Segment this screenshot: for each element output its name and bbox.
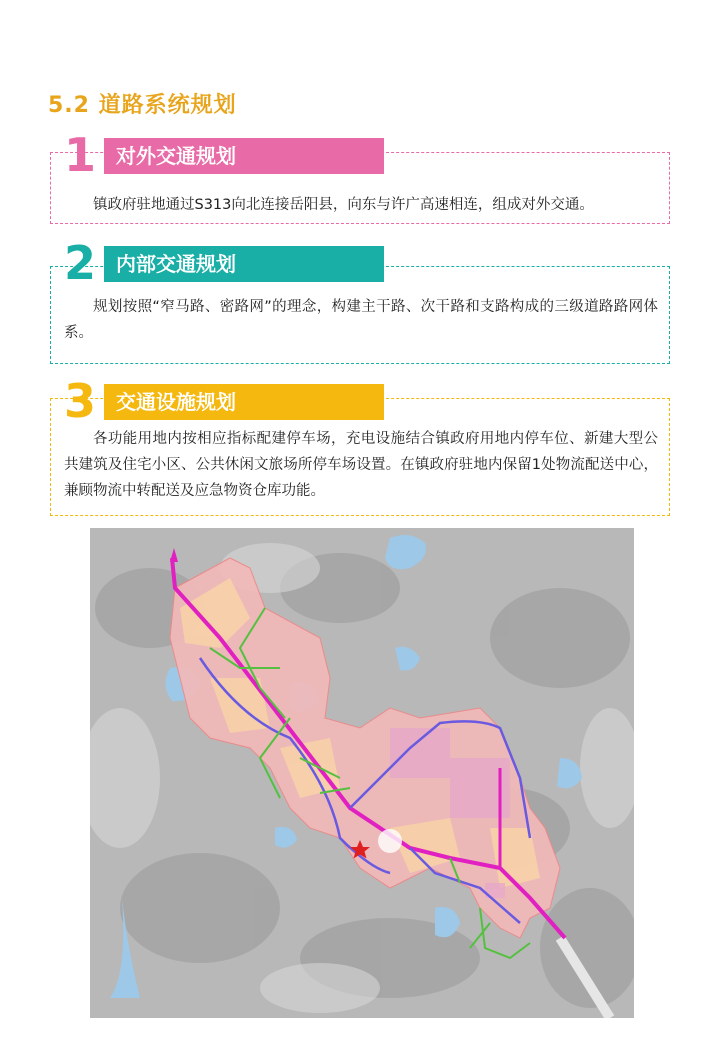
section-heading: 内部交通规划 xyxy=(104,246,384,282)
section-text: 各功能用地内按相应指标配建停车场，充电设施结合镇政府用地内停车位、新建大型公共建筑及住宅小区、公共休闲文旅场所停车场设置。在镇政府驻地内保留1处物流配送中心，兼顾物流中转配送及应急物资仓库功能。 xyxy=(64,431,658,499)
page-title: 5.2 道路系统规划 xyxy=(48,93,237,118)
section-heading: 对外交通规划 xyxy=(104,138,384,174)
section-text: 镇政府驻地通过S313向北连接岳阳县，向东与许广高速相连，组成对外交通。 xyxy=(93,197,594,213)
section-text: 规划按照“窄马路、密路网”的理念，构建主干路、次干路和支路构成的三级道路路网体系。 xyxy=(64,299,658,341)
section-number: 3 xyxy=(64,374,97,428)
section-number: 2 xyxy=(64,236,97,290)
section-heading: 交通设施规划 xyxy=(104,384,384,420)
road-plan-map-svg xyxy=(90,528,634,1018)
road-plan-map xyxy=(90,528,634,1018)
section-number: 1 xyxy=(64,128,97,182)
